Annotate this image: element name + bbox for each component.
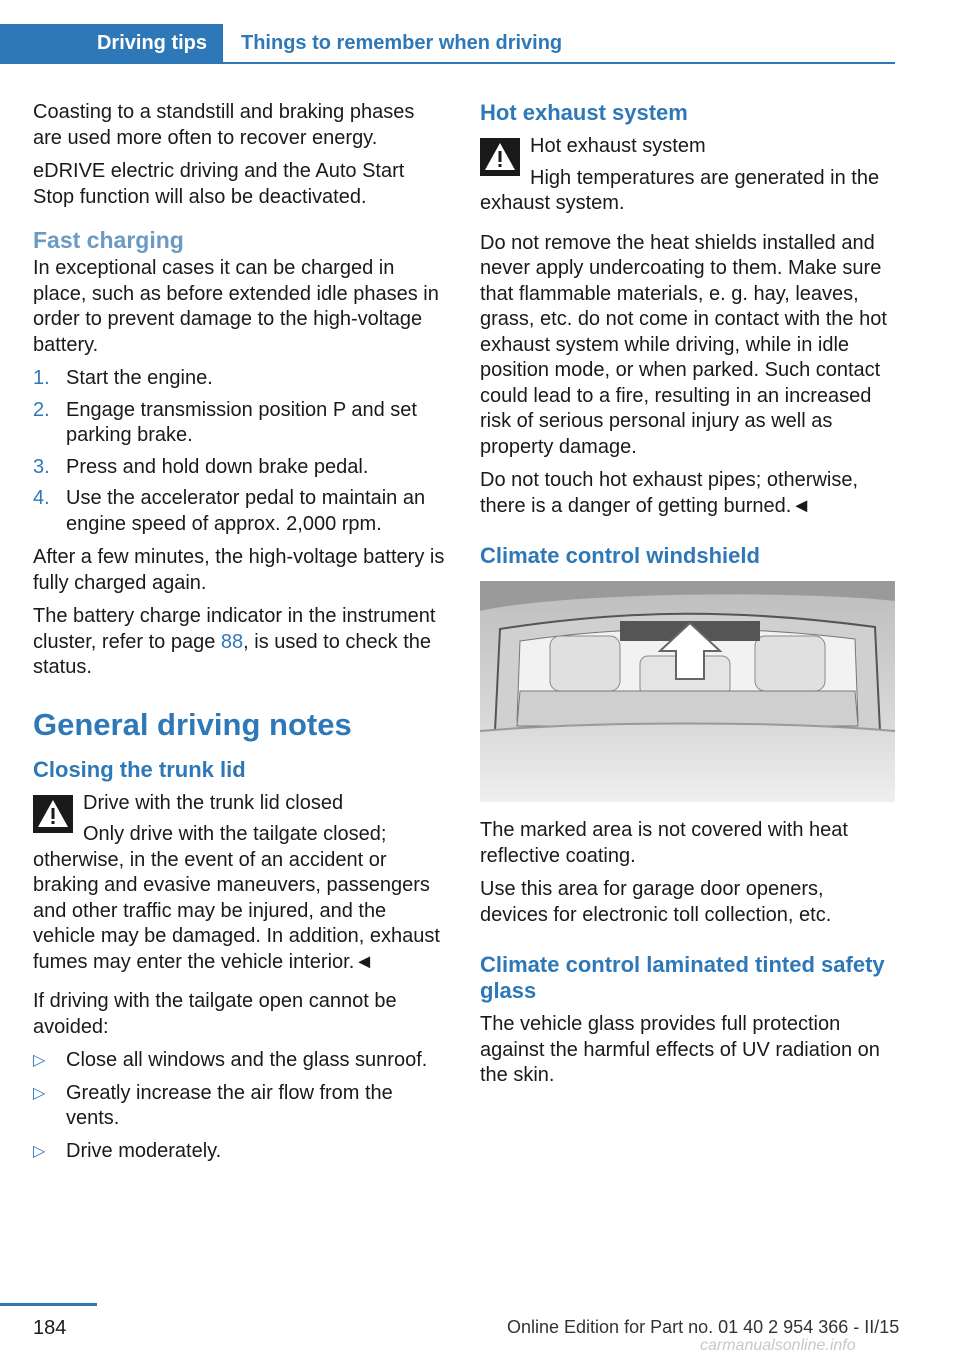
intro-paragraph-2: eDRIVE electric driving and the Auto Start Stop function will also be deactivated. xyxy=(33,160,405,208)
battery-indicator-text xyxy=(33,604,447,681)
windshield-image xyxy=(480,581,895,802)
section-title[interactable]: Things to remember when driving xyxy=(241,31,563,54)
bullet-text: Close all windows and the glass sunroof. xyxy=(66,1049,428,1071)
fast-charging-heading: Fast charging xyxy=(33,227,184,253)
list-item xyxy=(33,486,447,537)
fast-charging-steps xyxy=(33,366,447,537)
page-number: 184 xyxy=(33,1317,67,1339)
indicator-text-before: The battery charge indicator in the instrument cluster, refer to page xyxy=(33,605,436,653)
list-item xyxy=(33,366,447,392)
list-item xyxy=(33,1081,447,1132)
page-header xyxy=(0,24,895,64)
exhaust-pipes-text: Do not touch hot exhaust pipes; otherwise, there is a danger of getting burned.◄ xyxy=(480,469,859,517)
car-interior-illustration xyxy=(480,581,895,802)
left-column xyxy=(33,100,447,1172)
triangle-bullet-icon: ▷ xyxy=(33,1052,46,1069)
step-text: Use the accelerator pedal to maintain an engine speed of approx. 2,000 rpm. xyxy=(66,487,426,535)
step-number: 3. xyxy=(33,455,50,478)
step-number: 2. xyxy=(33,398,50,421)
uv-protection-text: The vehicle glass provides full protection against the harmful effects of UV radiation on the skin. xyxy=(480,1013,880,1086)
list-item xyxy=(33,1048,447,1074)
exhaust-warning xyxy=(480,134,894,223)
fully-charged-text: After a few minutes, the high-voltage battery is fully charged again. xyxy=(33,546,445,594)
footer-rule xyxy=(0,1303,97,1306)
warning-triangle-icon xyxy=(480,138,520,176)
climate-windshield-heading: Climate control windshield xyxy=(480,543,760,568)
triangle-bullet-icon: ▷ xyxy=(33,1084,46,1102)
bullet-text: Drive moderately. xyxy=(66,1139,222,1162)
triangle-bullet-icon: ▷ xyxy=(33,1142,46,1160)
intro-paragraph-1: Coasting to a standstill and braking phases are used more often to recover energy. xyxy=(33,101,415,149)
right-column xyxy=(480,100,894,1097)
warning-text: Only drive with the tailgate closed; otherwise, in the event of an accident or braking and evasive maneuvers, passengers and other traffic may be injured, and the vehicle may be damaged. In addition, exhaust fumes may enter the vehicle interior.◄ xyxy=(33,823,440,973)
laminated-glass-heading: Climate control laminated tinted safety glass xyxy=(480,952,885,1003)
warning-triangle-icon xyxy=(33,795,73,833)
chapter-tab[interactable]: Driving tips xyxy=(0,24,223,62)
garage-door-text: Use this area for garage door openers, devices for electronic toll collection, etc. xyxy=(480,878,832,926)
list-item xyxy=(33,455,447,481)
general-driving-notes-heading: General driving notes xyxy=(33,706,352,742)
bullet-text: Greatly increase the air flow from the vents. xyxy=(66,1081,393,1129)
fast-charging-text: In exceptional cases it can be charged in place, such as before extended idle phases in order to prevent damage to the high-voltage battery. xyxy=(33,257,439,356)
heat-reflective-text: The marked area is not covered with heat reflective coating. xyxy=(480,819,848,867)
indicator-text-after: , is used to check the status. xyxy=(33,630,432,678)
trunk-warning xyxy=(33,791,447,982)
tailgate-open-text: If driving with the tailgate open cannot be avoided: xyxy=(33,990,397,1038)
heat-shields-text: Do not remove the heat shields installed and never apply undercoating to them. Make sure that flammable materials, e. g. hay, leaves, grass, etc. do not come in contact with the hot exhaust system while driving, while in idle position mode, or when parked. Such contact could lead to a fire, resulting in an increased risk of serious personal injury as well as property damage. xyxy=(480,231,887,458)
page-reference-link[interactable]: 88 xyxy=(220,630,244,653)
hot-exhaust-heading: Hot exhaust system xyxy=(480,100,688,125)
step-text: Engage transmission position P and set parking brake. xyxy=(66,398,417,446)
step-text: Start the engine. xyxy=(66,367,213,389)
list-item xyxy=(33,398,447,449)
tailgate-open-list xyxy=(33,1048,447,1164)
list-item xyxy=(33,1139,447,1165)
warning-title: Drive with the trunk lid closed xyxy=(83,791,344,814)
edition-text: Online Edition for Part no. 01 40 2 954 366 - II/15 xyxy=(507,1317,900,1337)
closing-trunk-lid-heading: Closing the trunk lid xyxy=(33,756,246,782)
warning-text: High temperatures are generated in the exhaust system. xyxy=(480,166,880,214)
warning-title: Hot exhaust system xyxy=(530,135,706,157)
step-number: 1. xyxy=(33,367,50,389)
step-text: Press and hold down brake pedal. xyxy=(66,455,369,478)
watermark-text: carmanualsonline.info xyxy=(700,1337,856,1354)
step-number: 4. xyxy=(33,487,50,509)
